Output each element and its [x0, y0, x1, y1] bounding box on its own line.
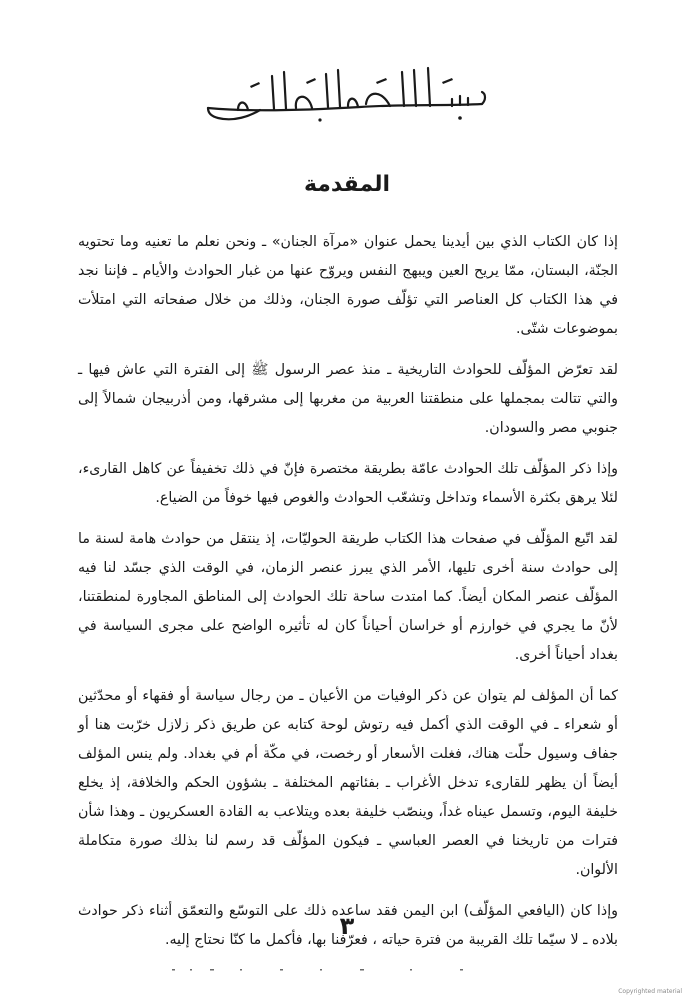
paragraph: وإذا كان (اليافعي المؤلّف) ابن اليمن فقد ساعده ذلك على التوسّع والتعمّق أثناء ذكر حوادث بلاده ـ لا سيّما تلك القريبة من فترة حياته ، فعرّفنا بها، فأكمل ما كنّا نحتاج إليه.: [78, 903, 618, 948]
paragraph: كما أن المؤلف لم يتوان عن ذكر الوفيات من الأعيان ـ من رجال سياسة أو فقهاء أو محدّثين أو شعراء ـ في الوقت الذي أكمل فيه رتوش لوحة كتابه عن طريق ذكر زلازل خرّبت هنا أو جفاف وسيول حلّت هناك، فغلت الأسعار أو رخصت، في مكّة أم في بغداد. ولم ينس المؤلف أيضاً أن يظهر للقارىء تدخل الأغراب ـ بفئاتهم المختلفة ـ بشؤون الحكم والخلافة، إذ يخلع خليفة اليوم، وتسمل عيناه غداً، وينصّب خليفة بعده ويتلاعب به القادة العسكريون ـ وهذا شأن فترات من تاريخنا في العصر العباسي ـ فيكون المؤلّف قد رسم لنا بذلك صورة متكاملة الألوان.: [78, 688, 618, 878]
basmala-calligraphy-icon: [190, 60, 500, 130]
page-title: المقدمة: [303, 172, 391, 197]
paragraph: لقد اتّبع المؤلّف في صفحات هذا الكتاب طريقة الحوليّات، إذ ينتقل من حوادث هامة لسنة ما إلى حوادث سنة أخرى تليها، الأمر الذي يبرز عنصر الزمان، في الوقت الذي جسّد لنا فيه المؤلّف عنصر المكان أيضاً. كما امتدت ساحة تلك الحوادث إلى المناطق المجاورة لمنطقتنا، لأنّ ما يجري في خوارزم أو خراسان أحياناً كان له تأثيره الواضح على مجرى السياسة في بغداد أحياناً أخرى.: [78, 531, 618, 663]
paragraph: إذا كان الكتاب الذي بين أيدينا يحمل عنوان «مرآة الجنان» ـ ونحن نعلم ما تعنيه وما تحتويه الجنّة، البستان، ممّا يريح العين ويبهج النفس ويروّح عنها من غبار الحوادث والأيام ـ فإننا نجد في هذا الكتاب كل العناصر التي تؤلّف صورة الجنان، وذلك من خلال صفحاته التي امتلأت بموضوعات شتّى.: [78, 234, 618, 337]
footer-scan-mark: [170, 966, 480, 974]
page-number: ٣: [339, 912, 355, 940]
basmala-calligraphy: [190, 60, 500, 130]
watermark: Copyrighted material: [618, 988, 682, 995]
paragraph: لقد تعرّض المؤلّف للحوادث التاريخية ـ منذ عصر الرسول ﷺ إلى الفترة التي عاش فيها ـ والتي تتالت بمجملها على منطقتنا العربية من مغربها إلى مشرقها، ومن أذربيجان شمالاً إلى جنوبي مصر والسودان.: [78, 362, 618, 436]
paragraph: وإذا ذكر المؤلّف تلك الحوادث عامّة بطريقة مختصرة فإنّ في ذلك تخفيفاً عن كاهل القارىء، لئلا يرهق بكثرة الأسماء وتداخل وتشعّب الحوادث والغوص فيها خوفاً من الضياع.: [78, 461, 618, 506]
body-text: [78, 228, 618, 967]
